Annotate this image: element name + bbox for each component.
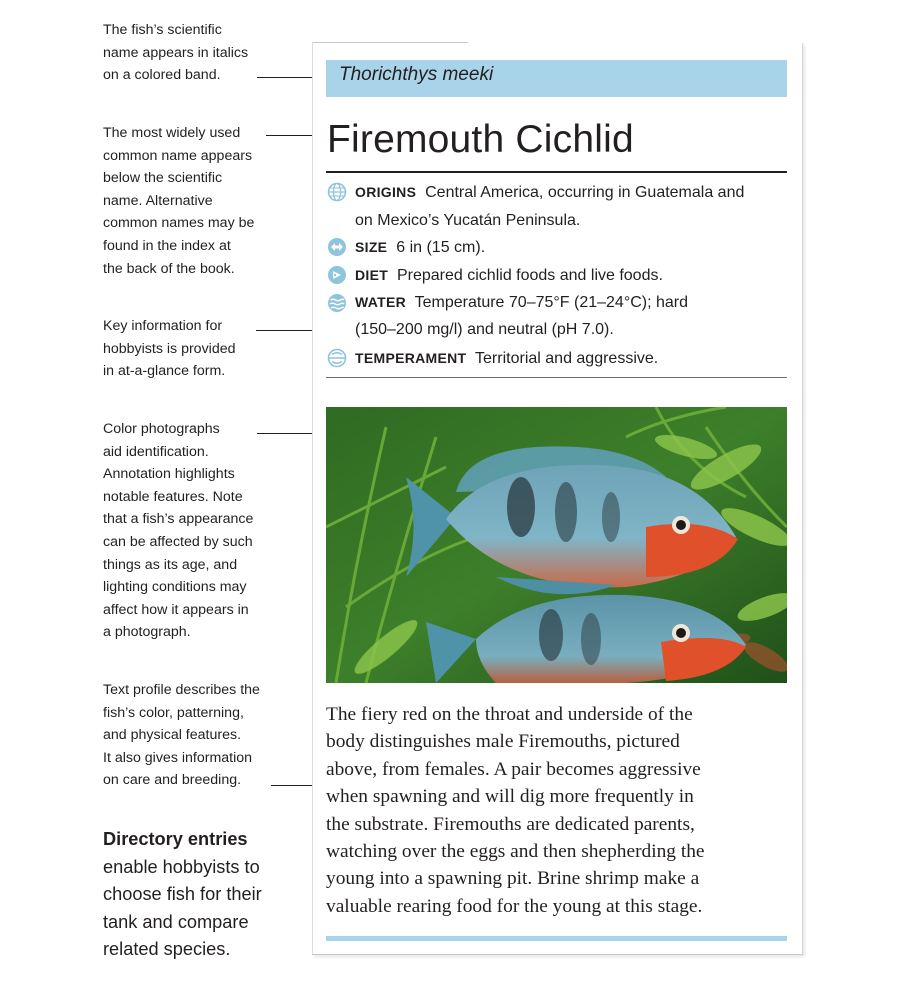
origins-value-line1: Central America, occurring in Guatemala and — [425, 184, 745, 201]
directory-summary — [103, 826, 303, 964]
profile-line: body distinguishes male Firemouths, pictured — [326, 731, 680, 753]
annotation-line: in at-a-glance form. — [103, 363, 226, 380]
profile-line: young into a spawning pit. Brine shrimp make a — [326, 868, 700, 890]
annotation-line: Annotation highlights — [103, 466, 235, 483]
annotation-line: and physical features. — [103, 727, 242, 744]
annotation-line: lighting conditions may — [103, 579, 247, 596]
info-water-cont: (150–200 mg/l) and neutral (pH 7.0). — [355, 321, 614, 338]
annotation-line: Text profile describes the — [103, 682, 260, 698]
temperament-icon — [327, 348, 347, 368]
info-origins-cont: on Mexico’s Yucatán Peninsula. — [355, 212, 581, 229]
info-water — [355, 294, 688, 312]
annotation-line: a photograph. — [103, 624, 191, 641]
water-value-line1: Temperature 70–75°F (21–24°C); hard — [414, 294, 689, 311]
origins-key: ORIGINS — [355, 184, 417, 200]
annotation-line: Color photographs — [103, 421, 220, 437]
profile-line: watching over the eggs and then shepherding the — [326, 841, 705, 863]
annotation-line: hobbyists is provided — [103, 340, 236, 357]
annotation-scientific-name — [103, 19, 283, 87]
info-size — [355, 239, 485, 257]
annotation-line: The fish’s scientific — [103, 22, 222, 38]
annotation-common-name — [103, 122, 283, 280]
temperament-key: TEMPERAMENT — [355, 350, 467, 366]
globe-icon — [327, 182, 347, 202]
text-profile — [326, 701, 788, 920]
annotation-line: name appears in italics — [103, 44, 249, 61]
annotation-line: common name appears — [103, 147, 253, 164]
annotation-line: that a fish’s appearance — [103, 511, 254, 528]
summary-line: choose fish for their — [103, 884, 262, 904]
profile-line: the substrate. Firemouths are dedicated parents, — [326, 813, 695, 835]
annotation-profile — [103, 679, 283, 792]
water-key: WATER — [355, 294, 407, 310]
diet-value: Prepared cichlid foods and live foods. — [396, 267, 663, 284]
size-icon — [327, 237, 347, 257]
profile-line: The fiery red on the throat and underside of the — [326, 704, 693, 725]
annotation-photos — [103, 418, 283, 644]
water-icon — [327, 293, 347, 313]
heading-rule — [326, 171, 787, 173]
fish-photograph — [326, 407, 787, 683]
annotation-line: can be affected by such — [103, 533, 253, 550]
info-temperament — [355, 350, 658, 368]
annotation-line: common names may be — [103, 215, 255, 232]
card-top-edge — [312, 42, 468, 43]
bottom-band — [326, 936, 787, 941]
info-rule — [326, 377, 787, 378]
annotation-line: on a colored band. — [103, 67, 221, 84]
diet-key: DIET — [355, 267, 389, 283]
annotation-line: The most widely used — [103, 125, 241, 141]
info-diet — [355, 267, 663, 285]
annotation-key-info — [103, 315, 283, 383]
card-left-edge — [312, 42, 313, 954]
annotation-line: on care and breeding. — [103, 772, 242, 789]
common-name: Firemouth Cichlid — [327, 118, 634, 161]
info-origins — [355, 184, 744, 202]
size-key: SIZE — [355, 239, 388, 255]
annotation-line: notable features. Note — [103, 488, 243, 505]
profile-line: valuable rearing food for the young at this stage. — [326, 895, 703, 917]
annotation-line: Key information for — [103, 318, 223, 334]
size-value: 6 in (15 cm). — [396, 239, 486, 256]
annotation-line: name. Alternative — [103, 192, 213, 209]
annotation-line: the back of the book. — [103, 260, 235, 277]
temperament-value: Territorial and aggressive. — [475, 350, 659, 367]
annotation-line: aid identification. — [103, 443, 209, 460]
summary-line: tank and compare — [103, 911, 249, 932]
annotation-line: It also gives information — [103, 749, 253, 766]
profile-line: above, from females. A pair becomes aggressive — [326, 758, 701, 780]
profile-line: when spawning and will dig more frequently in — [326, 786, 694, 808]
annotation-line: below the scientific — [103, 170, 223, 187]
annotation-line: found in the index at — [103, 237, 231, 254]
diet-icon — [327, 265, 347, 285]
summary-line: related species. — [103, 939, 231, 959]
summary-heading: Directory entries — [103, 829, 248, 849]
annotation-line: fish’s color, patterning, — [103, 704, 244, 721]
scientific-name: Thorichthys meeki — [339, 64, 494, 85]
annotation-line: affect how it appears in — [103, 601, 249, 618]
annotation-line: things as its age, and — [103, 556, 238, 573]
summary-line: enable hobbyists to — [103, 856, 260, 877]
